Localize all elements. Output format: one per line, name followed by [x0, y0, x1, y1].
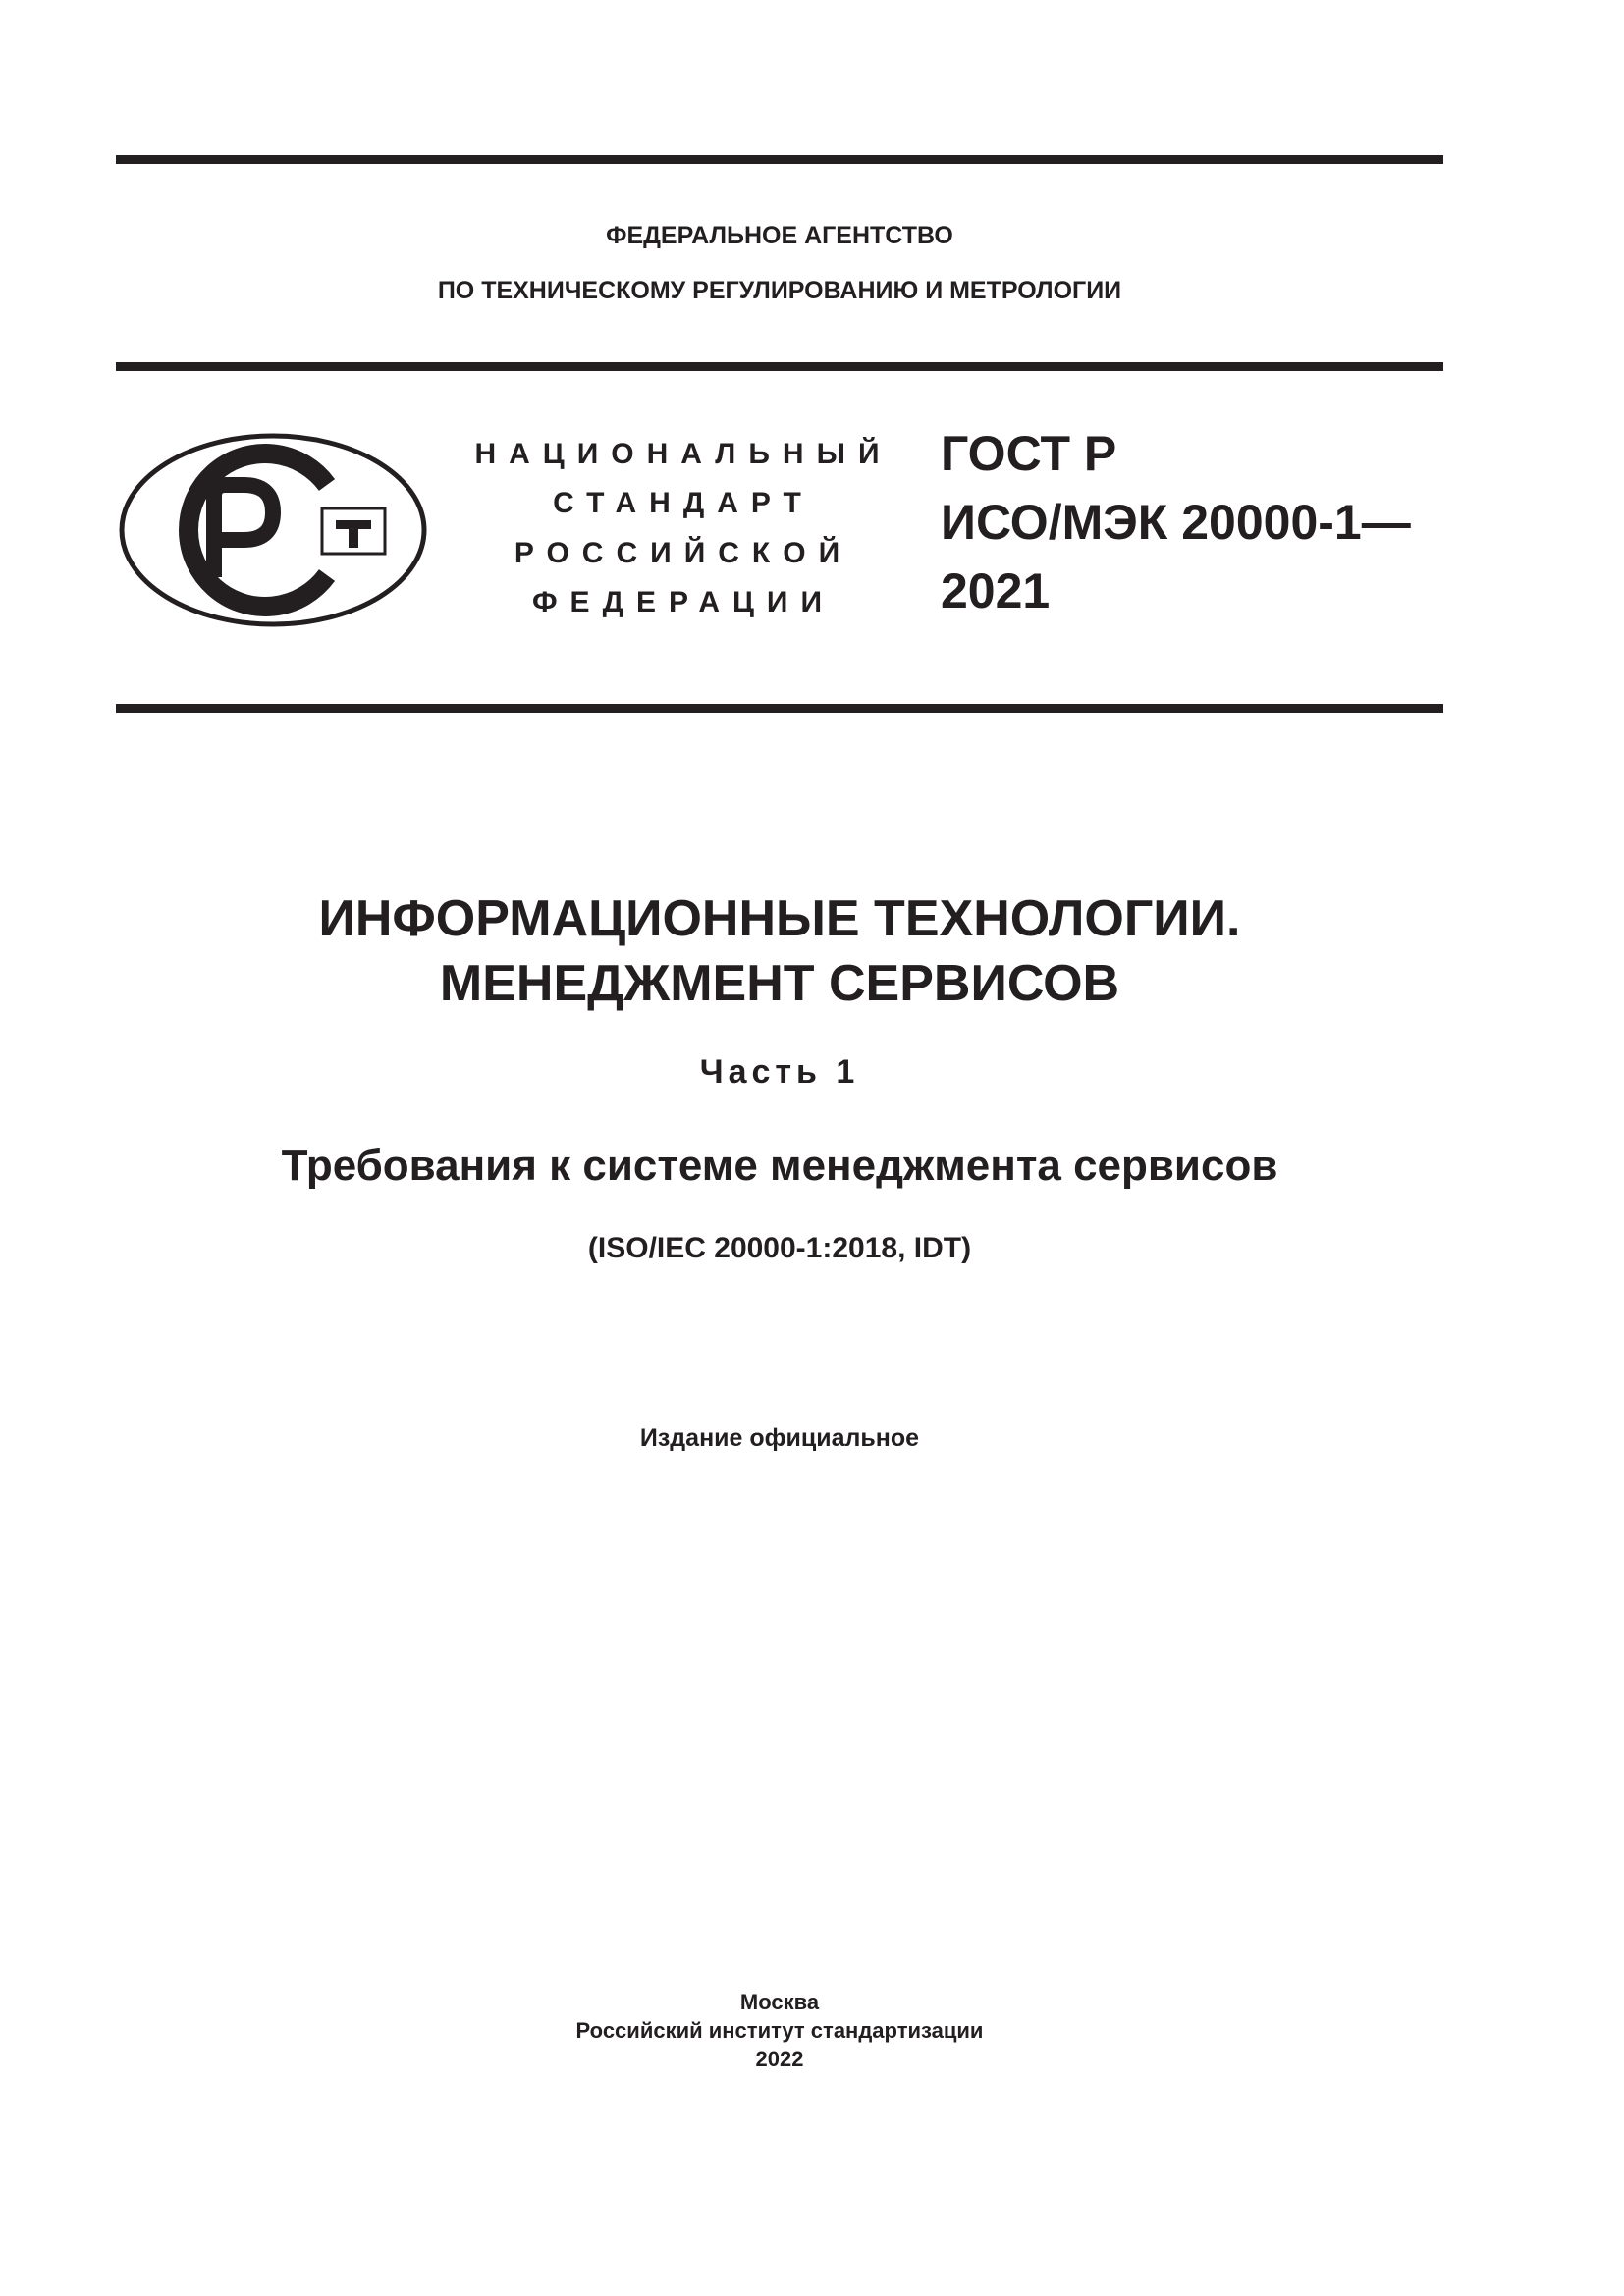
footer-publisher: Российский институт стандартизации — [575, 2018, 984, 2043]
iso-reference: (ISO/IEC 20000-1:2018, IDT) — [587, 1232, 972, 1264]
footer-city: Москва — [739, 1990, 820, 2014]
doc-subtitle: Требования к системе менеджмента сервисов — [281, 1142, 1278, 1190]
standard-type-line-4: ФЕДЕРАЦИИ — [531, 586, 836, 618]
agency-line-1: ФЕДЕРАЛЬНОЕ АГЕНТСТВО — [606, 222, 953, 249]
edition-label: Издание официальное — [639, 1424, 920, 1452]
header-rule — [116, 362, 1443, 371]
standard-type-line-2: СТАНДАРТ — [553, 487, 814, 519]
top-rule — [116, 155, 1443, 164]
footer-year: 2022 — [755, 2047, 804, 2071]
standard-type-line-3: РОССИЙСКОЙ — [514, 537, 853, 569]
doc-title-line-1: ИНФОРМАЦИОННЫЕ ТЕХНОЛОГИИ. — [318, 890, 1241, 947]
gost-code-line-1: ГОСТ Р — [941, 426, 1117, 481]
gost-code-line-2: ИСО/МЭК 20000-1— — [941, 495, 1411, 550]
agency-line-2: ПО ТЕХНИЧЕСКОМУ РЕГУЛИРОВАНИЮ И МЕТРОЛОГИИ — [437, 277, 1122, 304]
title-rule — [116, 704, 1443, 713]
rst-logo-icon — [116, 430, 430, 630]
gost-code-line-3: 2021 — [941, 563, 1051, 618]
part-label: Часть 1 — [699, 1053, 860, 1091]
standard-type-line-1: НАЦИОНАЛЬНЫЙ — [474, 438, 893, 470]
doc-title-line-2: МЕНЕДЖМЕНТ СЕРВИСОВ — [439, 955, 1120, 1012]
